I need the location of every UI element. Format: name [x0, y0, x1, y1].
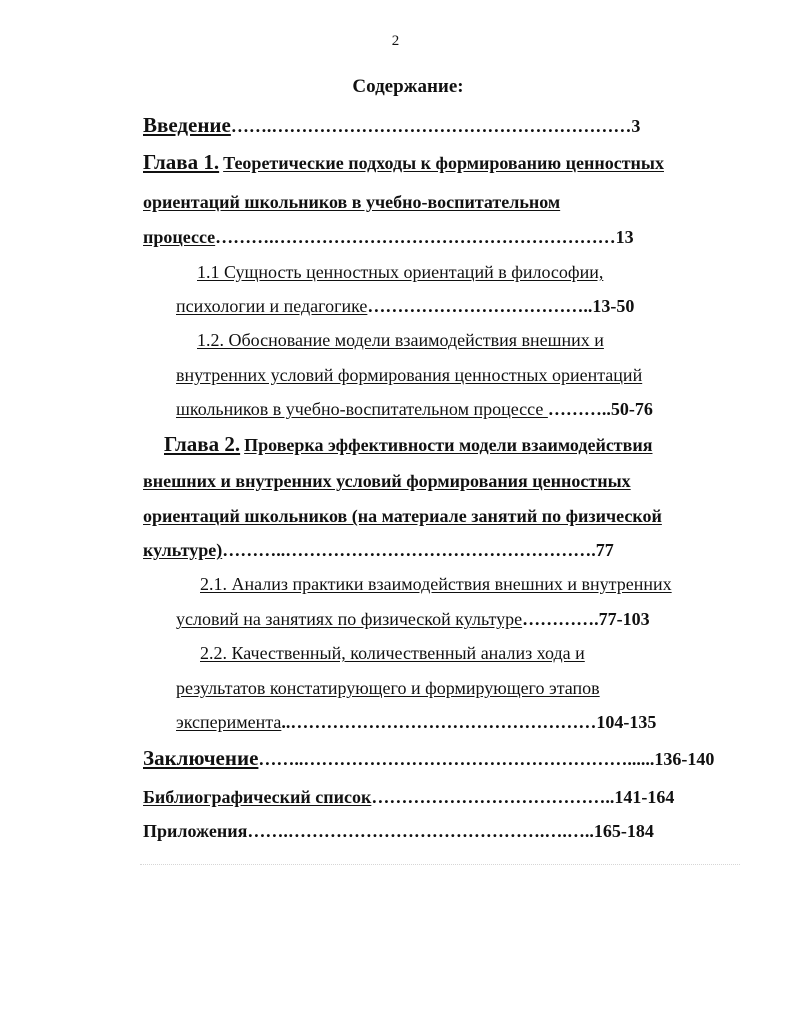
toc-section-2-1-line-2[interactable] [176, 610, 650, 628]
toc-chapter-2-line-4[interactable] [143, 541, 614, 559]
toc-chapter-title: Теоретические подходы к формированию ценностных [223, 153, 664, 173]
toc-chapter-2-line-2[interactable] [143, 472, 631, 490]
toc-page-ref: 104-135 [596, 712, 657, 732]
toc-leader-dots: ..…………………………………………… [281, 712, 597, 732]
toc-section-2-2-line-3[interactable] [176, 713, 656, 731]
toc-entry-label: Приложения [143, 821, 248, 841]
toc-chapter-2-line-3[interactable] [143, 507, 662, 525]
toc-section-1-2-line-2[interactable] [176, 366, 642, 384]
toc-page-ref: 3 [631, 116, 641, 136]
toc-leader-dots: ………………………………….. [371, 787, 615, 807]
toc-entry-label: Заключение [143, 746, 259, 770]
toc-leader-dots: …….…………………………………………………… [230, 116, 632, 136]
toc-leader-dots: ……….. [547, 399, 611, 419]
toc-page-ref: 141-164 [614, 787, 675, 807]
toc-entry-conclusion[interactable] [143, 748, 714, 769]
toc-section-2-1-line-1[interactable] [200, 575, 672, 593]
toc-chapter-1-line-1[interactable] [143, 152, 664, 173]
toc-leader-dots: ……………………………….. [367, 296, 593, 316]
toc-chapter-title-cont: ориентаций школьников (на материале занятий по физической [143, 506, 662, 526]
toc-entry-label: эксперимента [176, 712, 282, 732]
toc-section-2-2-line-1[interactable] [200, 644, 585, 662]
toc-page-ref: 165-184 [593, 821, 654, 841]
toc-section-1-1-line-1[interactable] [197, 263, 603, 281]
toc-section-2-2-line-2[interactable] [176, 679, 600, 697]
toc-page-ref: 77-103 [598, 609, 650, 629]
toc-leader-dots: ……..………………………………………………...... [258, 749, 655, 769]
toc-chapter-prefix: Глава 2. [164, 432, 241, 456]
toc-page-ref: 50-76 [610, 399, 653, 419]
toc-section-title: 1.1 Сущность ценностных ориентаций в философии, [197, 262, 604, 282]
toc-entry-appendix[interactable] [143, 822, 654, 840]
toc-entry-intro[interactable] [143, 115, 640, 136]
scan-artifact-line [140, 864, 740, 866]
toc-section-1-1-line-2[interactable] [176, 297, 634, 315]
page-number: 2 [391, 33, 400, 49]
toc-chapter-title-cont: ориентаций школьников в учебно-воспитательном [143, 192, 561, 212]
toc-leader-dots: …………. [522, 609, 599, 629]
toc-leader-dots: ………..……………………………………………. [222, 540, 596, 560]
page-title: Содержание: [352, 76, 464, 97]
toc-chapter-2-line-1[interactable] [164, 434, 652, 455]
toc-page-ref: 77 [595, 540, 614, 560]
toc-page-ref: 13-50 [592, 296, 635, 316]
toc-entry-label: культуре) [143, 540, 223, 560]
toc-entry-label: условий на занятиях по физической культуре [176, 609, 523, 629]
toc-chapter-1-line-2[interactable] [143, 193, 560, 211]
toc-leader-dots: ……….………………………………………………… [215, 227, 616, 247]
toc-page-ref: 136-140 [654, 749, 715, 769]
toc-entry-label: Библиографический список [143, 787, 372, 807]
toc-section-title: 1.2. Обоснование модели взаимодействия внешних и [197, 330, 604, 350]
toc-chapter-prefix: Глава 1. [143, 150, 220, 174]
toc-chapter-1-line-3[interactable] [143, 228, 634, 246]
toc-leader-dots: …….…………………………………….….….. [247, 821, 594, 841]
toc-chapter-title: Проверка эффективности модели взаимодействия [244, 435, 653, 455]
toc-section-1-2-line-1[interactable] [197, 331, 604, 349]
toc-section-title-cont: внутренних условий формирования ценностных ориентаций [176, 365, 643, 385]
toc-chapter-title-cont: внешних и внутренних условий формирования ценностных [143, 471, 631, 491]
toc-section-title: 2.2. Качественный, количественный анализ хода и [200, 643, 585, 663]
toc-section-title-cont: результатов констатирующего и формирующего этапов [176, 678, 600, 698]
toc-page-ref: 13 [615, 227, 634, 247]
toc-entry-label: школьников в учебно-воспитательном процессе [176, 399, 548, 419]
toc-entry-label: Введение [143, 113, 231, 137]
toc-section-title: 2.1. Анализ практики взаимодействия внешних и внутренних [200, 574, 672, 594]
toc-entry-label: процессе [143, 227, 216, 247]
toc-entry-bibliography[interactable] [143, 788, 674, 806]
toc-entry-label: психологии и педагогике [176, 296, 368, 316]
toc-section-1-2-line-3[interactable] [176, 400, 653, 418]
